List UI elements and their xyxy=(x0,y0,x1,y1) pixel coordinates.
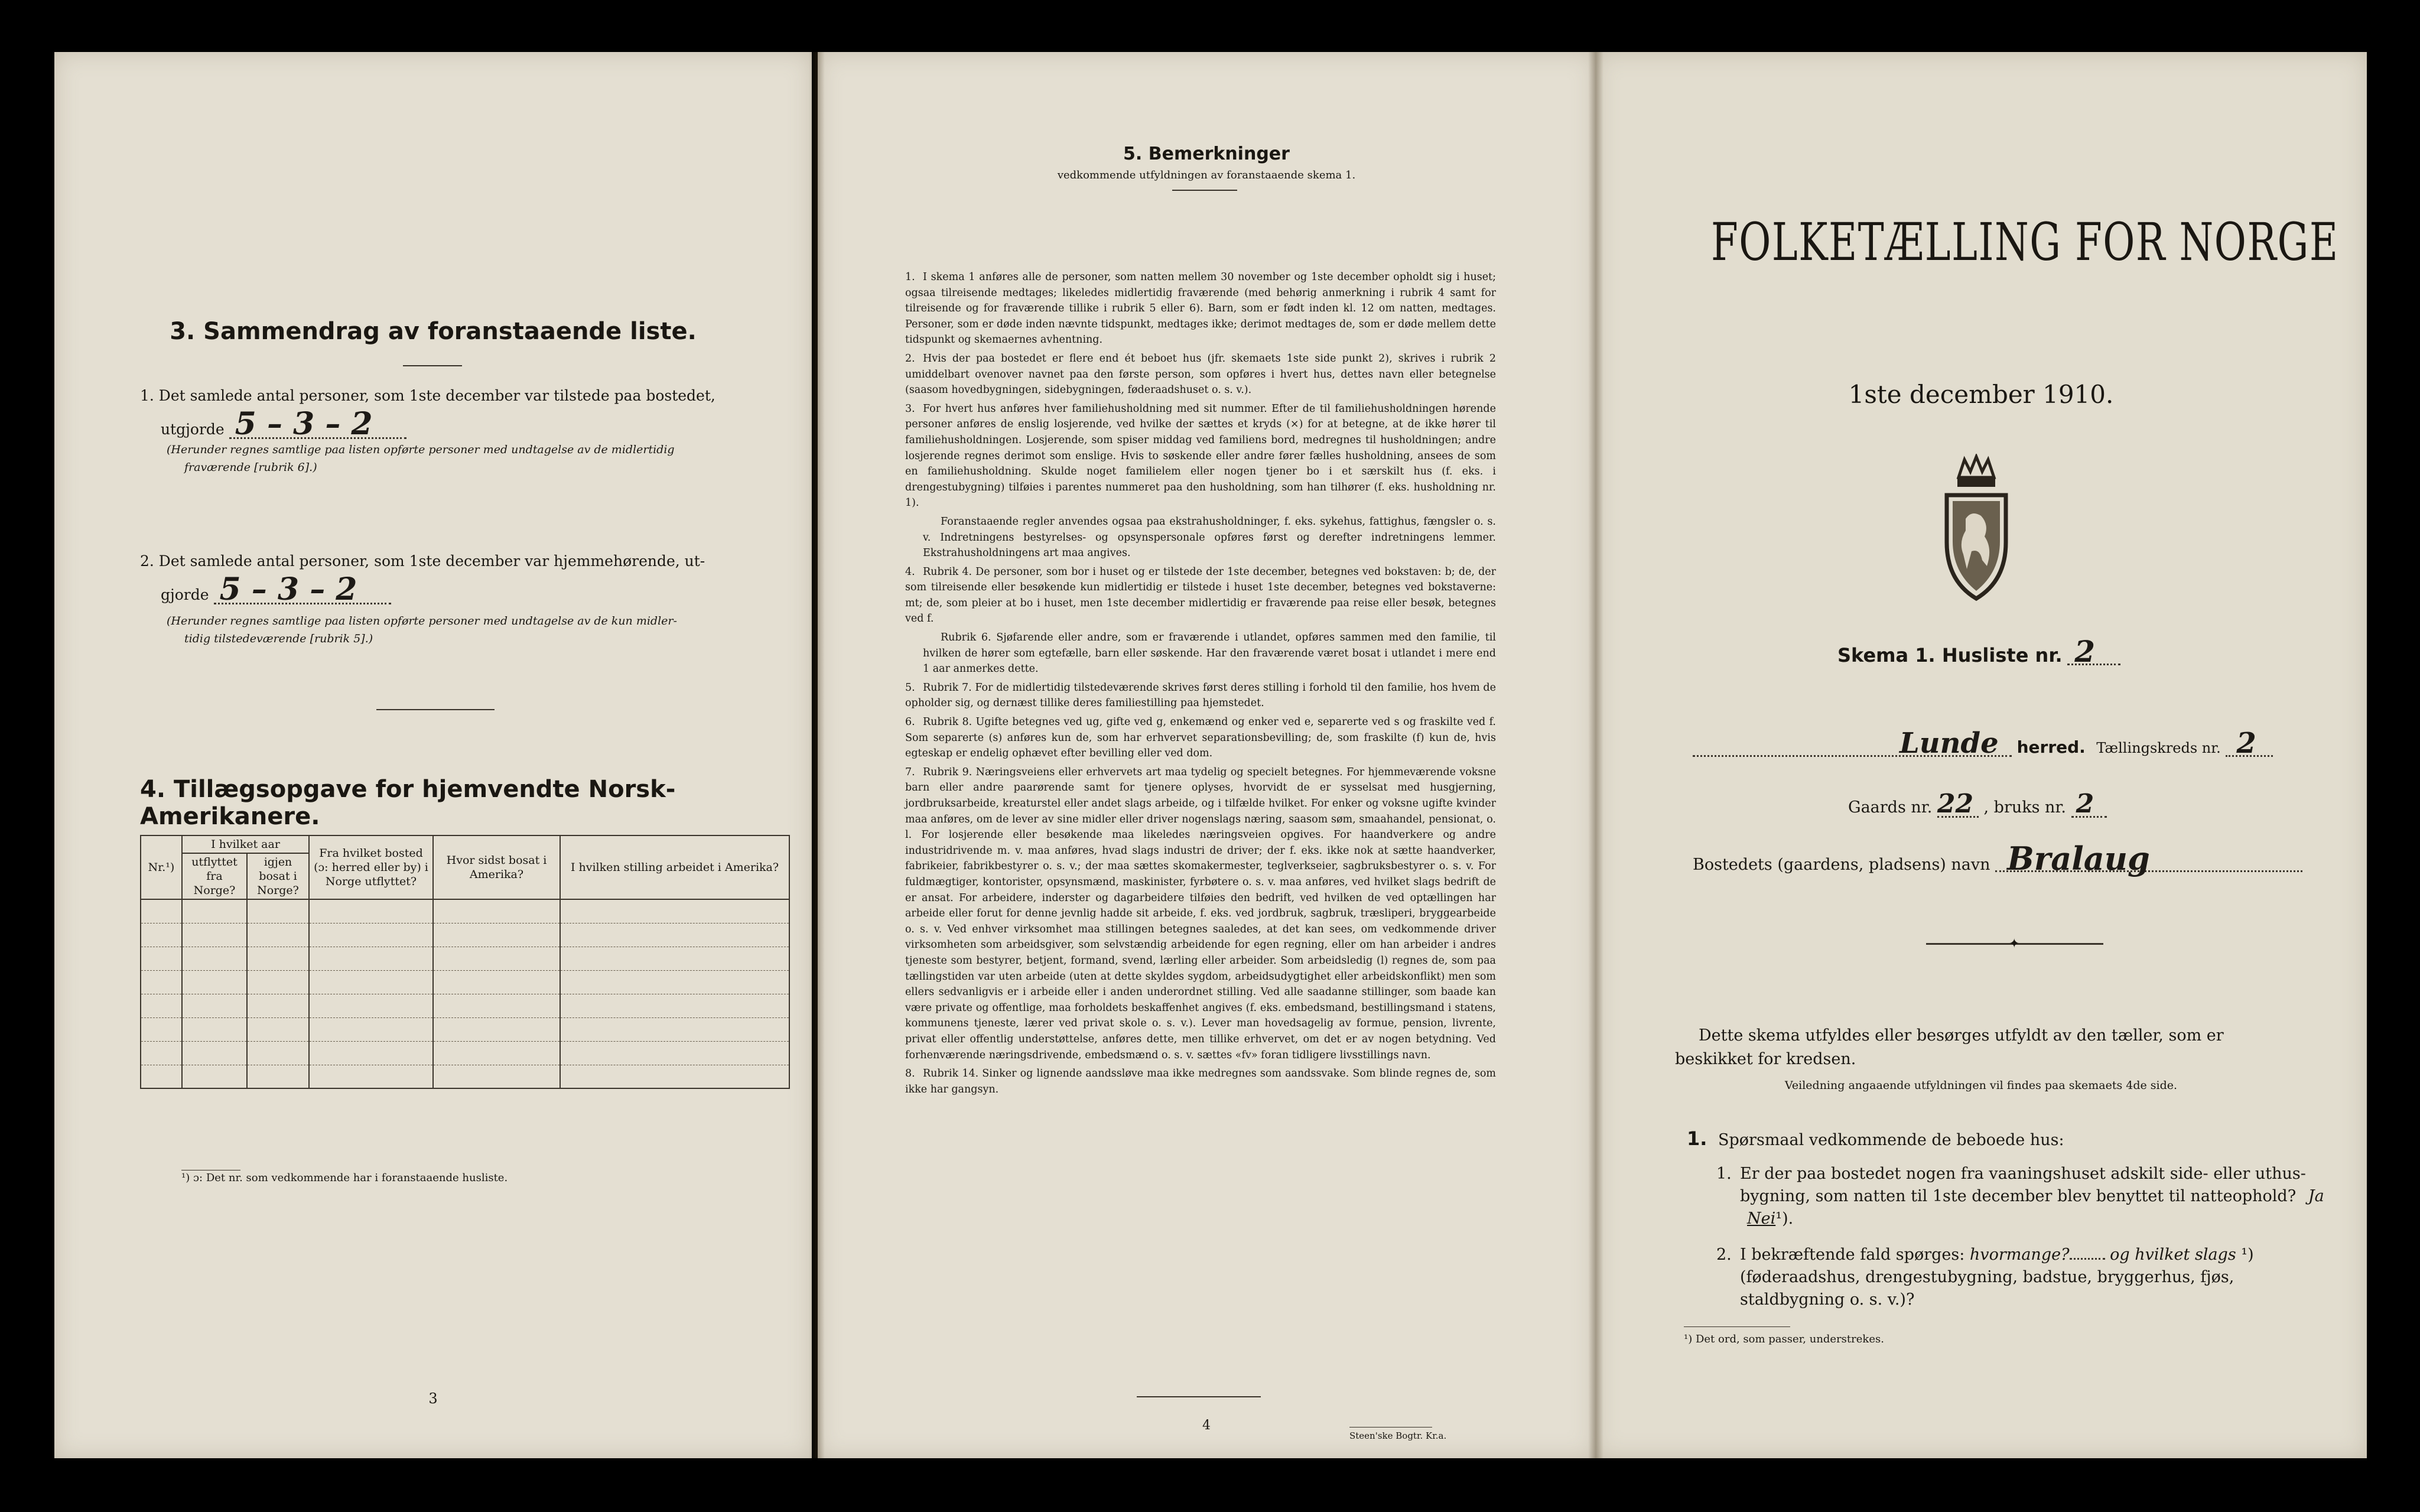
question-heading-number: 1. xyxy=(1687,1127,1707,1150)
remark-number: 4. xyxy=(905,565,915,578)
table-row xyxy=(141,970,789,994)
remark-number: 7. xyxy=(905,766,915,778)
remark-paragraph xyxy=(905,630,1496,677)
answer-nei: Nei xyxy=(1747,1209,1776,1228)
remark-number: 5. xyxy=(905,681,915,694)
col-position: I hvilken stilling arbeidet i Amerika? xyxy=(560,835,789,899)
section4-heading: 4. Tillægsopgave for hjemvendte Norsk-Amerikanere. xyxy=(140,776,676,830)
col-where: Hvor sidst bosat i Amerika? xyxy=(433,835,560,899)
item1-note xyxy=(167,441,793,476)
remark-text: Rubrik 6. Sjøfarende eller andre, som er fraværende i utlandet, opføres sammen med den familie, til hvilken de hører som egtefælle, barn eller søskende. Har den fraværende været bosat i utlandet i mere end 1 aar anmerkes dette. xyxy=(923,632,1496,675)
remark-number: 2. xyxy=(905,352,915,365)
divider xyxy=(1684,1326,1790,1327)
left-page xyxy=(54,52,812,1458)
table-row xyxy=(141,1017,789,1041)
item2-note-line1: (Herunder regnes samtlige paa listen opførte personer med undtagelse av de kun midler- xyxy=(167,614,677,627)
table-row xyxy=(141,923,789,947)
remark-text: I skema 1 anføres alle de personer, som natten mellem 30 november og 1ste december opholdt sig i huset; ogsaa tilreisende medtages; likeledes midlertidig fraværende (med behørig anmerkning i rubrik 4 samt for tilreisende og for fraværende tillike i rubrik 5 eller 6). Barn, som er født inden kl. 12 om natten, medtages. Personer, som er døde inden nævnte tidspunkt, medtages ikke; derimot medtages de, som er døde mellem dette tidspunkt og skemaernes avhentning. xyxy=(905,271,1496,346)
question-1-number: 1. xyxy=(1716,1165,1732,1183)
remark-number: 3. xyxy=(905,402,915,415)
divider xyxy=(403,365,462,366)
right-page xyxy=(1595,52,2367,1458)
question-2 xyxy=(1716,1244,2343,1311)
question-2-hvormange: hvormange? xyxy=(1969,1246,2070,1264)
item2-note-line2: tidig tilstedeværende [rubrik 5].) xyxy=(184,632,373,645)
remark-text: Hvis der paa bostedet er flere end ét beboet hus (jfr. skemaets 1ste side punkt 2), skrives i rubrik 2 umiddelbart ovenover navnet paa den første person, som opføres i hvert hus, dettes navn eller betegnelse (saasom hovedbygningen, sidebygningen, føderaadshuset o. s. v.). xyxy=(905,352,1496,396)
coat-of-arms-icon xyxy=(1935,454,2018,604)
remark-number: 8. xyxy=(905,1068,915,1080)
gaards-number: 22 xyxy=(1937,792,1979,818)
item1-note-line2: fraværende [rubrik 6].) xyxy=(184,461,317,474)
section5-heading: 5. Bemerkninger xyxy=(1123,144,1290,164)
bosted-line xyxy=(1693,840,2343,877)
bruks-label: , bruks nr. xyxy=(1983,798,2066,817)
item2-lead: gjorde xyxy=(161,586,209,603)
item1-text: 1. Det samlede antal personer, som 1ste december var tilstede paa bostedet, xyxy=(140,387,715,404)
question-1 xyxy=(1716,1163,2343,1230)
footnote: ¹) Det ord, som passer, understrekes. xyxy=(1684,1333,1884,1345)
question-2-lead: I bekræftende fald spørges: xyxy=(1740,1246,1965,1264)
divider xyxy=(1172,190,1237,191)
herred-value: Lunde xyxy=(1693,731,2012,757)
remark-paragraph xyxy=(905,514,1496,561)
printer-mark: Steen'ske Bogtr. Kr.a. xyxy=(1349,1430,1447,1441)
section5-subheading: vedkommende utfyldningen av foranstaaende skema 1. xyxy=(1057,169,1356,181)
remark-paragraph xyxy=(905,1066,1496,1097)
remark-text: Rubrik 7. For de midlertidig tilstedeværende skrives først deres stilling i forhold til den familie, hos hvem de opholder sig, og dernæst tillike deres familiestilling paa hjemstedet. xyxy=(905,681,1496,710)
middle-page xyxy=(818,52,1595,1458)
schema-line xyxy=(1837,634,2369,669)
page-number: 4 xyxy=(1202,1418,1211,1433)
item2-line xyxy=(161,571,752,608)
item1-value: 5 – 3 – 2 xyxy=(229,411,406,439)
col-from: Fra hvilket bosted (ɔ: herred eller by) i Norge utflyttet? xyxy=(309,835,433,899)
schema-label: Skema 1. Husliste nr. xyxy=(1837,644,2063,666)
form-date: 1ste december 1910. xyxy=(1848,380,2114,409)
col-utflyttet: utflyttet fra Norge? xyxy=(182,853,247,899)
herred-line xyxy=(1693,727,2343,760)
question-heading xyxy=(1687,1127,2337,1152)
remark-number: 1. xyxy=(905,271,915,283)
remark-paragraph xyxy=(905,680,1496,711)
item1-lead: utgjorde xyxy=(161,421,225,438)
remark-paragraph xyxy=(905,351,1496,398)
col-igjen: igjen bosat i Norge? xyxy=(247,853,309,899)
remark-paragraph xyxy=(905,714,1496,762)
table-footnote: ¹) ɔ: Det nr. som vedkommende har i foranstaaende husliste. xyxy=(181,1172,508,1184)
item1-note-line1: (Herunder regnes samtlige paa listen opførte personer med undtagelse av de midlertidig xyxy=(167,443,675,456)
remark-text: Rubrik 14. Sinker og lignende aandssløve maa ikke medregnes som aandssvake. Som blinde regnes de, som ikke har gangsyn. xyxy=(905,1068,1496,1095)
remark-number: 6. xyxy=(905,716,915,729)
instruction-note: Veiledning angaaende utfyldningen vil findes paa skemaets 4de side. xyxy=(1784,1079,2178,1092)
item2-note xyxy=(167,612,793,648)
remarks-list xyxy=(905,269,1496,1100)
divider xyxy=(1137,1396,1261,1397)
item2-value: 5 – 3 – 2 xyxy=(214,577,391,604)
question-2-rest: ¹) (føderaadshus, drengestubygning, badstue, bryggerhus, fjøs, staldbygning o. s. v.)? xyxy=(1740,1246,2254,1309)
table-row xyxy=(141,1065,789,1088)
kreds-number: 2 xyxy=(2226,731,2273,757)
remark-text: For hvert hus anføres hver familiehusholdning med sit nummer. Efter de til familiehusholdningen hørende personer anføres de enslig losjerende, ved hvilke der sættes et kryds (×) for at betegne, at de ikke hører til familiehusholdningen. Losjerende, som spiser middag ved familiens bord, medregnes til husholdningen; andre losjerende regnes derimot som enslige. Hvis to søskende eller andre fører fælles husholdning, ansees de som en familiehusholdning. Skulde noget familielem eller nogen tjener bo i et særskilt hus (f. eks. i drengestubygning) tilføies i parentes nummeret paa den husholdning, som han tilhører (f. eks. husholdning nr. 1). xyxy=(905,402,1496,509)
remark-text: Rubrik 8. Ugifte betegnes ved ug, gifte ved g, enkemænd og enker ved e, separerte ved s og fraskilte ved f. Som separerte (s) anføres kun de, som har erhvervet separationsbevilling; de, som fraskilte (f) kun de, hvis egteskap er endelig ophævet efter bevilling eller ved dom. xyxy=(905,716,1496,760)
remark-text: Rubrik 9. Næringsveiens eller erhvervets art maa tydelig og specielt betegnes. For hjemmeværende voksne barn eller andre paarørende samt for tjenere oplyses, hvorvidt de er sysselsat med husgjerning, jordbruksarbeide, kreaturstel eller andet slags arbeide, og i tilfælde hvilket. For enker og voksne ugifte kvinder maa anføres, om de lever av sine midler eller driver nogenslags næring, saasom søm, smaahandel, pensionat, o. l. For losjerende eller besøkende maa likeledes næringsveien opgives. For haandverkere og andre industridrivende m. v. maa anføres, hvad slags industri de driver; der f. eks. ikke nok at sætte haandverker, fabrikeier, fabrikbestyrer o. s. v.; der maa sættes skomakermester, teglverkseier, sagbruksbestyrer o. s. v. For fuldmægtiger, kontorister, opsynsmænd, maskinister, fyrbøtere o. s. v. maa anføres, ved hvilket slags bedrift de er ansat. For arbeidere, inderster og dagarbeidere tilføies den bedrift, ved hvilken de ved optællingen har arbeide eller forut for denne jevnlig hadde sit arbeide, f. eks. ved jordbruk, sagbruk, træsliperi, bryggearbeide o. s. v. Ved enhver virksomhet maa stillingen betegnes saaledes, at det kan sees, om vedkommende driver virksomheten som arbeidsgiver, som selvstændig arbeidende for egen regning, eller om han arbeider i andres tjeneste som bestyrer, betjent, formand, svend, lærling eller arbeider. Som arbeidsledig (l) regnes de, som paa tællingstiden var uten arbeide (uten at dette skyldes sygdom, arbeidsudygtighet eller arbeidskonflikt) men som ellers sedvanligvis er i arbeide eller i anden underordnet stilling. Ved alle saadanne stillinger, som baade kan være private og offentlige, maa forholdets beskaffenhet angives (f. eks. embedsmand, bestillingsmand i statens, kommunens tjeneste, lærer ved privat skole o. s. v.). Lever man hovedsagelig av formue, pension, livrente, privat eller offentlig understøttelse, anføres dette, men tillike erhvervet, om det er av nogen betydning. Ved forhenværende næringsdrivende, embedsmænd o. s. v. sættes «fv» foran tidligere livsstillings navn. xyxy=(905,766,1496,1061)
col-year-group: I hvilket aar xyxy=(182,835,309,853)
husliste-number: 2 xyxy=(2067,640,2120,665)
remark-text: Foranstaaende regler anvendes ogsaa paa ekstrahusholdninger, f. eks. sykehus, fattighus, fængsler o. s. v. Indretningens bestyrelses- og opsynspersonale opføres først og derefter indretningens lemmer. Ekstrahusholdningens art maa angives. xyxy=(923,515,1496,560)
remark-paragraph xyxy=(905,765,1496,1063)
divider xyxy=(1349,1427,1432,1428)
gaards-label: Gaards nr. xyxy=(1848,798,1933,817)
item1-line xyxy=(161,406,752,443)
answer-ja: Ja xyxy=(2308,1187,2324,1205)
bosted-value: Bralaug xyxy=(1995,847,2302,872)
remark-paragraph xyxy=(905,564,1496,627)
instruction-text: Dette skema utfyldes eller besørges utfyldt av den tæller, som er beskikket for kredsen. xyxy=(1675,1026,2224,1068)
bosted-label: Bostedets (gaardens, pladsens) navn xyxy=(1693,856,1990,874)
question-heading-text: Spørsmaal vedkommende de beboede hus: xyxy=(1718,1131,2064,1149)
table-row xyxy=(141,947,789,970)
table-row xyxy=(141,1041,789,1065)
kreds-label: Tællingskreds nr. xyxy=(2096,740,2221,756)
ornament-icon: ✦ xyxy=(2009,937,2020,951)
table-row xyxy=(141,994,789,1017)
page-fold xyxy=(1588,52,1603,1458)
item2-text: 2. Det samlede antal personer, som 1ste december var hjemmehørende, ut- xyxy=(140,552,705,570)
question-1-text: Er der paa bostedet nogen fra vaaningshuset adskilt side- eller uthus-bygning, som natten til 1ste december blev benyttet til natteophold? xyxy=(1740,1165,2306,1205)
question-2-number: 2. xyxy=(1716,1246,1732,1264)
remark-text: Rubrik 4. De personer, som bor i huset og er tilstede der 1ste december, betegnes ved bokstaven: b; de, der som tilreisende eller besøkende kun midlertidig er tilstede i huset 1ste december, betegnes ved bokstaverne: mt; de, som pleier at bo i huset, men 1ste december midlertidig er fraværende paa reise eller besøk, betegnes ved f. xyxy=(905,565,1496,625)
divider xyxy=(376,709,495,710)
col-nr: Nr.¹) xyxy=(141,835,182,899)
section3-heading: 3. Sammendrag av foranstaaende liste. xyxy=(170,318,697,345)
question-1-sup: ¹). xyxy=(1775,1209,1794,1228)
norsk-amerikanere-table xyxy=(140,835,790,1089)
page-number: 3 xyxy=(428,1390,438,1407)
herred-label: herred. xyxy=(2016,737,2086,757)
page-fold xyxy=(809,52,825,1458)
remark-paragraph xyxy=(905,269,1496,348)
remark-paragraph xyxy=(905,401,1496,511)
question-2-og: og hvilket slags xyxy=(2110,1246,2236,1264)
gaards-line xyxy=(1848,789,2321,820)
bruks-number: 2 xyxy=(2071,792,2107,818)
form-title: FOLKETÆLLING FOR NORGE xyxy=(1711,212,2339,272)
table-row xyxy=(141,899,789,923)
